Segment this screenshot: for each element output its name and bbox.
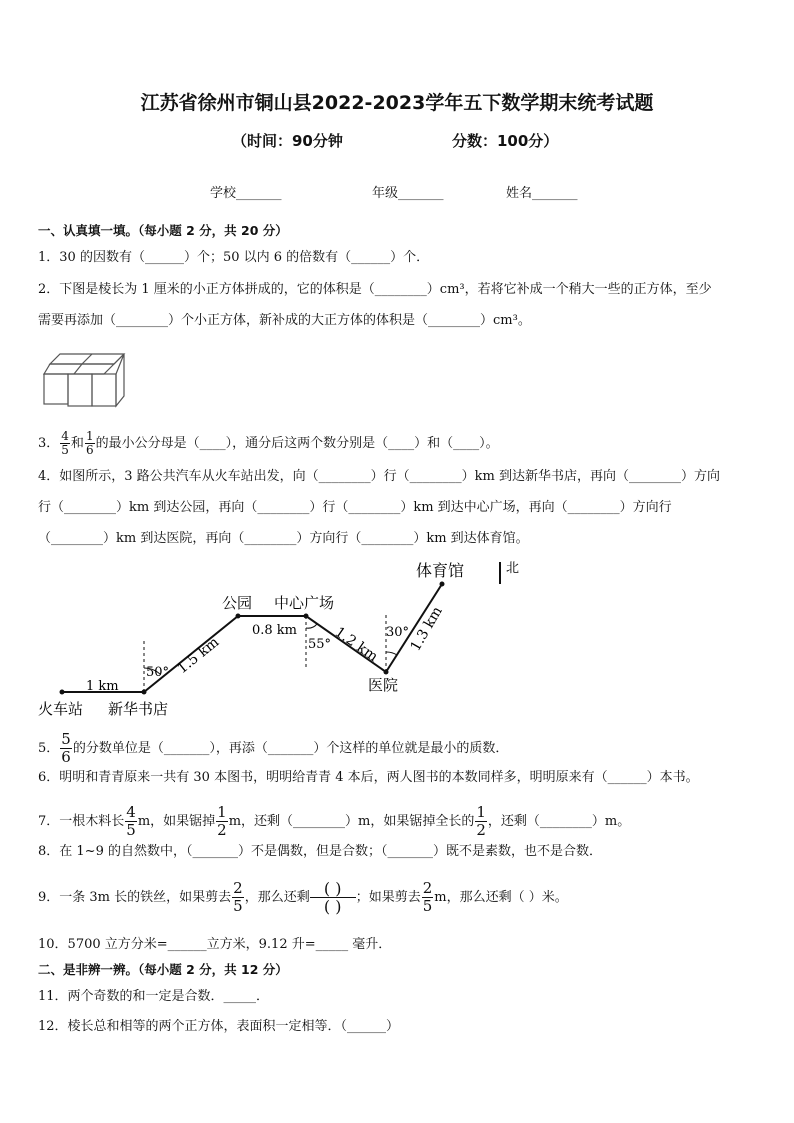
angle-arc-30: [386, 652, 397, 655]
stadium-point: [440, 582, 445, 587]
question-3: 3． $\frac{4}{5}$ 和 $\frac{1}{6}$ 的最小公分母是（____），通分后这两个数分别是（____）和（____）。: [38, 429, 499, 457]
question-7: 7．一根木料长 $\frac{4}{5}$ m，如果锯掉 $\frac{1}{2}$ m，还剩（________）m，如果锯掉全长的 $\frac{1}{2}$ ，还剩（________）m。: [38, 803, 631, 839]
exam-title: 江苏省徐州市铜山县2022-2023学年五下数学期末统考试题: [140, 92, 654, 114]
station-point: [60, 690, 65, 695]
fraction-two-fifths-b: $\frac{2}{5}$: [422, 879, 433, 915]
exam-score: 分数：100分）: [452, 132, 559, 150]
distance-center-hospital: 1.2 km: [331, 624, 381, 666]
station-label: 火车站: [38, 700, 84, 718]
fraction-four-fifths-q7: $\frac{4}{5}$: [126, 803, 136, 839]
question-12: 12．棱长总和相等的两个正方体，表面积一定相等．（______）: [38, 1019, 400, 1034]
fraction-five-sixths: $\frac{5}{6}$: [61, 730, 71, 766]
fraction-four-fifths: $\frac{4}{5}$: [61, 429, 69, 457]
question-9: 9．一条 3m 长的铁丝，如果剪去 $\frac{2}{5}$ ，那么还剩 $\frac{( )}{( )}$ ；如果剪去 $\frac{2}{5}$ m，那么还剩（ ）米。: [38, 879, 568, 916]
question-5: 5． $\frac{5}{6}$ 的分数单位是（_______），再添（_______）个这样的单位就是最小的质数．: [38, 730, 509, 766]
question-4-line-2: 行（________）km 到达公园，再向（________）行（________）km 到达中心广场，再向（________）方向行: [38, 500, 672, 515]
fraction-two-fifths-a: $\frac{2}{5}$: [233, 879, 243, 915]
name-field[interactable]: 姓名_______: [506, 186, 578, 201]
shop-label: 新华书店: [108, 700, 169, 718]
distance-shop-park: 1.5 km: [174, 634, 223, 678]
hospital-label: 医院: [368, 676, 399, 694]
exam-time: （时间：90分钟: [232, 132, 343, 150]
distance-park-center: 0.8 km: [252, 623, 298, 638]
section-2-heading: 二、是非辨一辨。（每小题 2 分，共 12 分）: [38, 962, 288, 977]
fraction-one-half-a: $\frac{1}{2}$: [217, 803, 227, 839]
question-6: 6．明明和青青原来一共有 30 本图书，明明给青青 4 本后，两人图书的本数同样多，明明原来有（______）本书。: [38, 770, 699, 785]
fraction-one-half-b: $\frac{1}{2}$: [476, 803, 486, 839]
question-11: 11．两个奇数的和一定是合数．_____．: [38, 989, 270, 1004]
question-4-line-3: （________）km 到达医院，再向（________）方向行（________）km 到达体育馆。: [38, 531, 529, 546]
route-map: [30, 556, 550, 721]
grade-field[interactable]: 年级_______: [372, 186, 444, 201]
park-point: [236, 614, 241, 619]
distance-station-shop: 1 km: [86, 679, 119, 694]
cube-figure: [40, 346, 132, 412]
question-4-line-1: 4．如图所示，3 路公共汽车从火车站出发，向（________）行（________）km 到达新华书店，再向（________）方向: [38, 469, 721, 484]
fraction-one-sixth: $\frac{1}{6}$: [85, 429, 94, 457]
question-1: 1．30 的因数有（______）个；50 以内 6 的倍数有（______）个．: [38, 250, 430, 265]
north-label: 北: [506, 561, 520, 576]
center-label: 中心广场: [274, 594, 335, 612]
question-10: 10．5700 立方分米=______立方米，9.12 升=_____ 毫升．: [38, 937, 392, 952]
angle-arc-55: [306, 624, 317, 628]
park-label: 公园: [222, 594, 253, 612]
section-1-heading: 一、认真填一填。（每小题 2 分，共 20 分）: [38, 223, 288, 238]
angle-50-label: 50°: [146, 665, 170, 680]
distance-hospital-stadium: 1.3 km: [407, 604, 446, 654]
question-8: 8．在 1~9 的自然数中，（_______）不是偶数，但是合数；（_______）既不是素数，也不是合数．: [38, 844, 602, 859]
angle-30-label: 30°: [386, 625, 410, 640]
blank-fraction[interactable]: $\frac{( )}{( )}$: [310, 880, 356, 915]
question-2-line-2: 需要再添加（________）个小正方体，新补成的大正方体的体积是（________）cm³。: [38, 313, 531, 328]
school-field[interactable]: 学校_______: [210, 186, 282, 201]
stadium-label: 体育馆: [416, 561, 465, 580]
question-2-line-1: 2．下图是棱长为 1 厘米的小正方体拼成的，它的体积是（________）cm³，若将它补成一个稍大一些的正方体，至少: [38, 282, 712, 297]
angle-55-label: 55°: [308, 637, 332, 652]
